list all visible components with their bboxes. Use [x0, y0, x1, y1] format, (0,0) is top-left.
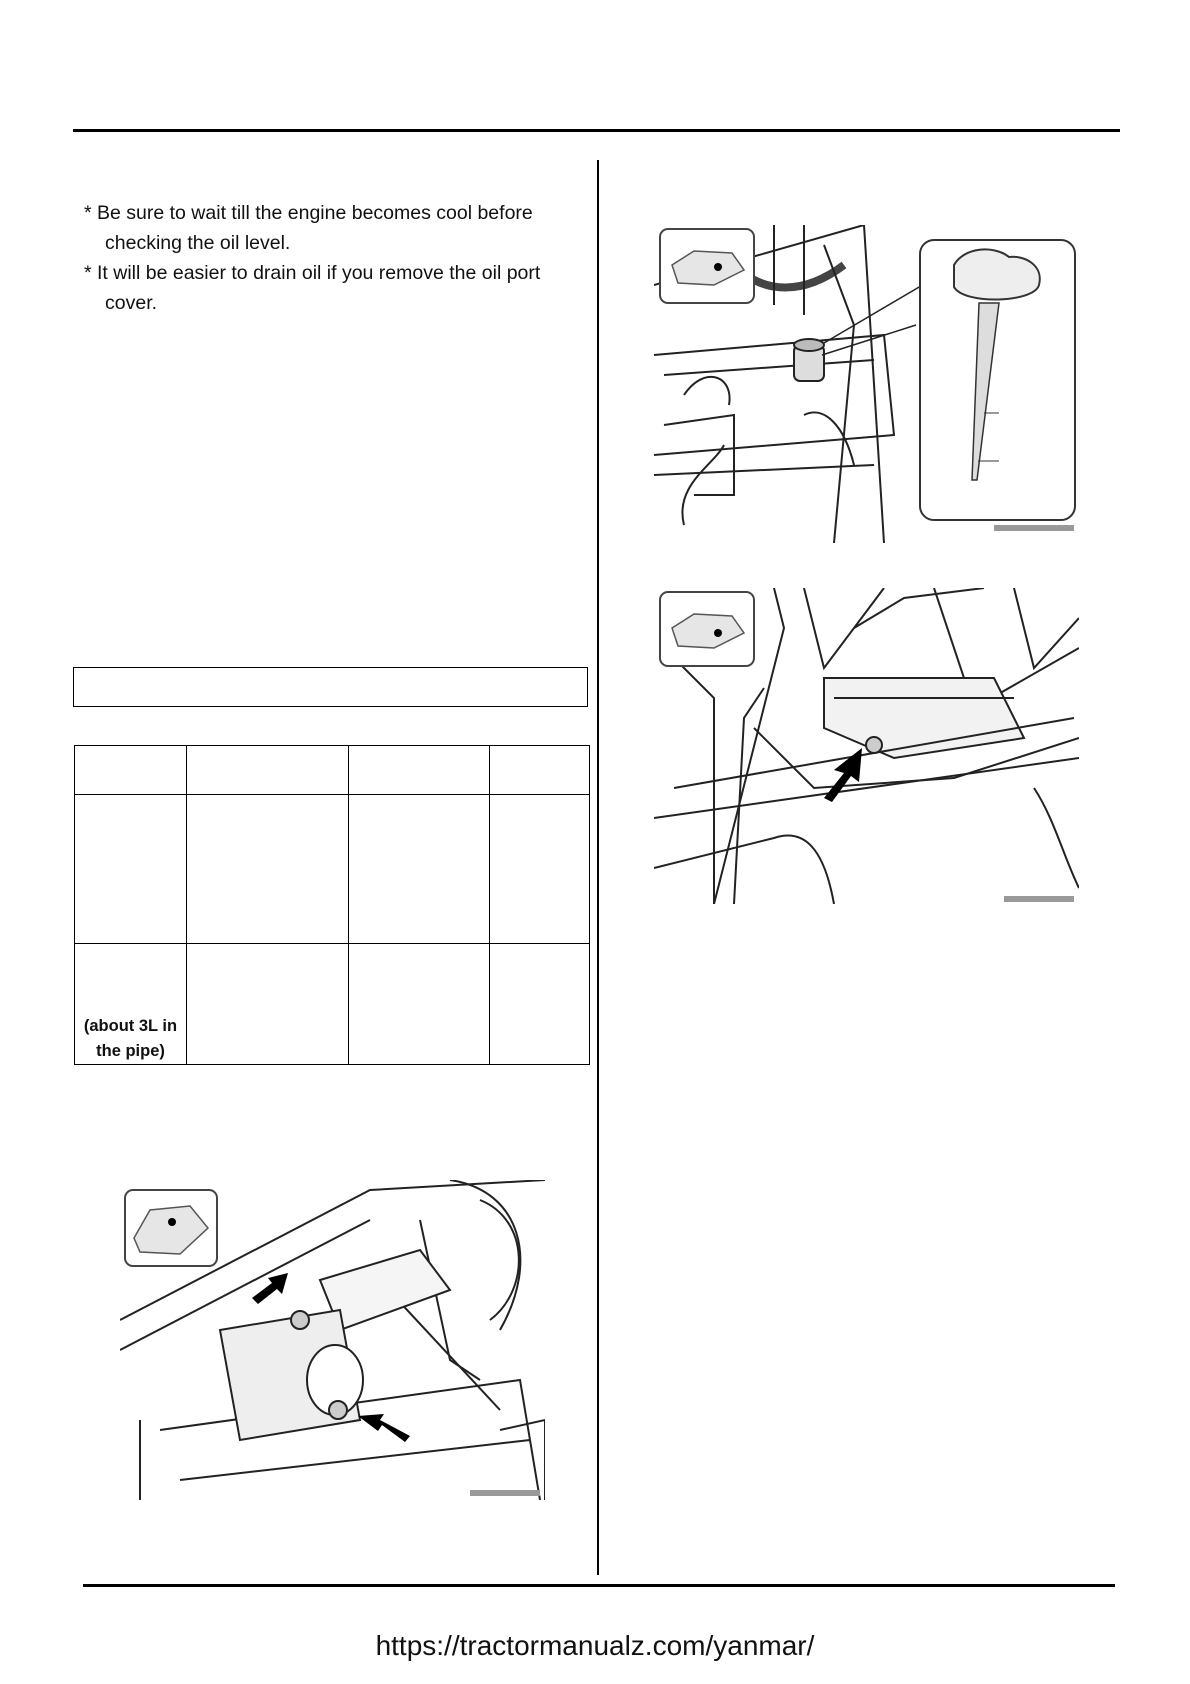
table-cell: [349, 795, 490, 944]
table-cell-capacity-note: (about 3L in the pipe): [75, 944, 187, 1065]
gearcase-figure: [120, 1180, 545, 1500]
notes-block: [84, 198, 584, 318]
footer-url: https://tractormanualz.com/yanmar/: [375, 1630, 815, 1661]
spec-table: [74, 745, 590, 1065]
table-row: [75, 746, 590, 795]
section-heading-box: [73, 667, 588, 707]
table-cell: [75, 746, 187, 795]
table-cell: [349, 944, 490, 1065]
table-cell: [490, 746, 590, 795]
note-oil-port-cover: * It will be easier to drain oil if you remove the oil port cover.: [84, 262, 541, 314]
table-cell: [187, 795, 349, 944]
table-cell: [490, 944, 590, 1065]
drain-plug-figure: [654, 588, 1079, 904]
footer-rule: [83, 1584, 1115, 1587]
table-row: [75, 944, 590, 1065]
table-cell: [187, 944, 349, 1065]
table-row: [75, 795, 590, 944]
table-cell: [490, 795, 590, 944]
dipstick-figure: [654, 225, 1079, 543]
table-cell: [349, 746, 490, 795]
note-cool-engine: * Be sure to wait till the engine becomes cool before checking the oil level.: [84, 202, 533, 254]
table-cell: [75, 795, 187, 944]
header-rule: [73, 129, 1120, 132]
column-divider: [597, 160, 599, 1575]
table-cell: [187, 746, 349, 795]
